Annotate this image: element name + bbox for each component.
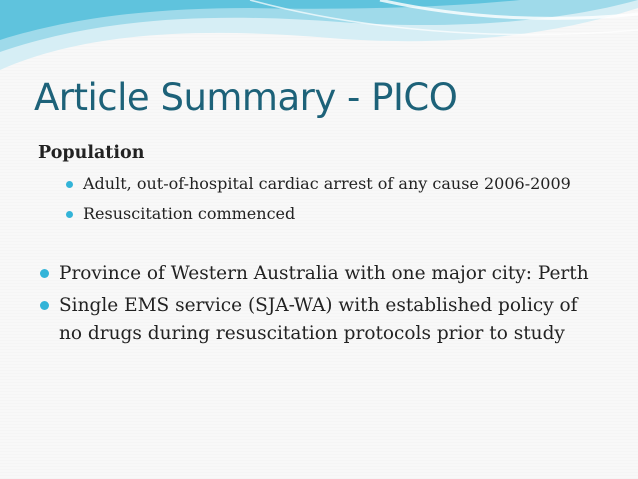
population-sub-bullets	[66, 172, 606, 232]
bullet-icon	[66, 181, 73, 188]
main-bullet-text: Province of Western Australia with one major city: Perth	[59, 263, 589, 284]
main-bullet-item	[40, 260, 600, 288]
bullet-icon	[40, 301, 49, 310]
sub-bullet-text: Resuscitation commenced	[83, 204, 296, 223]
header-wave-decoration	[0, 0, 638, 80]
bullet-icon	[66, 211, 73, 218]
main-bullets	[40, 260, 600, 352]
main-bullet-text: Single EMS service (SJA-WA) with established policy of no drugs during resuscitation protocols prior to study	[59, 295, 578, 344]
bullet-icon	[40, 269, 49, 278]
sub-bullet-item	[66, 202, 606, 226]
sub-bullet-item	[66, 172, 606, 196]
main-bullet-item	[40, 292, 600, 348]
section-heading-population: Population	[38, 143, 145, 163]
sub-bullet-text: Adult, out-of-hospital cardiac arrest of any cause 2006-2009	[83, 174, 571, 193]
slide-title: Article Summary - PICO	[34, 76, 458, 119]
